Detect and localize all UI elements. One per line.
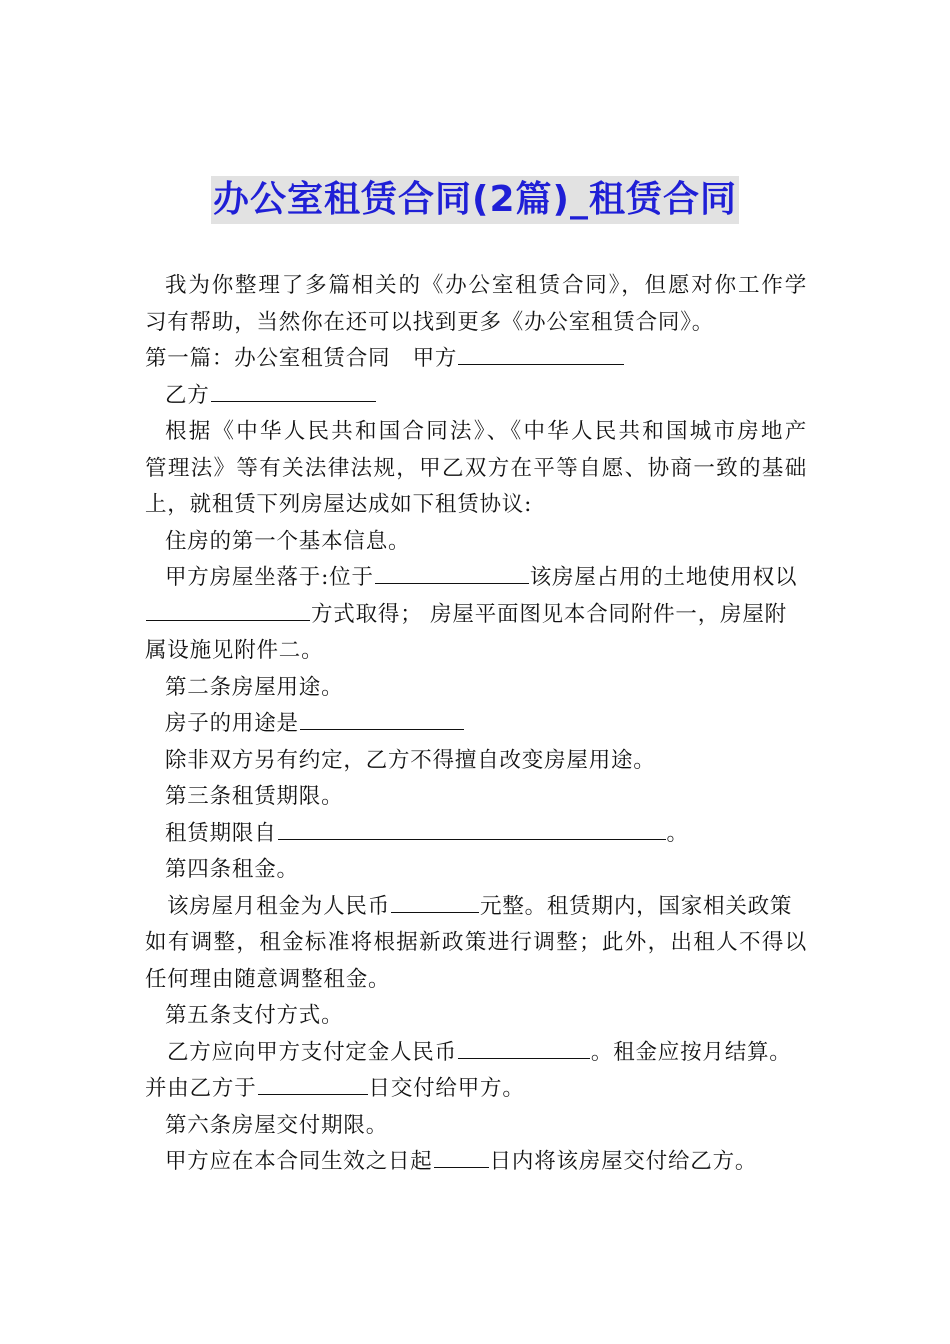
paragraph-line: 任何理由随意调整租金。 [145, 966, 391, 992]
paragraph-line: 住房的第一个基本信息。 [165, 528, 411, 554]
fill-blank [375, 561, 529, 584]
paragraph-line: 上，就租赁下列房屋达成如下租赁协议: [145, 492, 533, 517]
paragraph-line: 属设施见附件二。 [145, 638, 324, 663]
paragraph-line: 第三条租赁期限。 [165, 784, 344, 809]
paragraph-line: 乙方 [145, 378, 807, 415]
paragraph-line: 第六条房屋交付期限。 [165, 1112, 389, 1138]
paragraph-line: 并由乙方于 日交付给甲方。 [145, 1071, 807, 1108]
fill-blank [391, 890, 479, 913]
paragraph-line: 根据《中华人民共和国合同法》、《中华人民共和国城市房地产 [165, 419, 807, 444]
paragraph-line: 甲方应在本合同生效之日起 日内将该房屋交付给乙方。 [145, 1144, 807, 1181]
document-body [145, 268, 807, 1181]
fill-blank [458, 1036, 590, 1059]
paragraph-line: 房子的用途是 [145, 706, 807, 743]
fill-blank [434, 1145, 489, 1168]
title-wrap [0, 176, 950, 224]
paragraph-line: 方式取得； 房屋平面图见本合同附件一，房屋附 [145, 597, 807, 634]
fill-blank [258, 1072, 368, 1095]
paragraph-line: 第五条支付方式。 [165, 1003, 344, 1028]
fill-blank [146, 598, 310, 621]
paragraph-line: 管理法》等有关法律法规，甲乙双方在平等自愿、协商一致的基础 [145, 455, 807, 481]
paragraph-line: 除非双方另有约定，乙方不得擅自改变房屋用途。 [165, 747, 656, 773]
paragraph-line: 第一篇：办公室租赁合同 甲方 [145, 341, 807, 378]
paragraph-line: 习有帮助，当然你在还可以找到更多《办公室租赁合同》。 [145, 309, 715, 335]
fill-blank [458, 342, 624, 365]
paragraph-line: 如有调整，租金标准将根据新政策进行调整；此外，出租人不得以 [145, 930, 807, 955]
fill-blank [278, 817, 666, 840]
paragraph-line: 第四条租金。 [165, 857, 299, 882]
paragraph-line: 第二条房屋用途。 [165, 674, 344, 700]
paragraph-line: 该房屋月租金为人民币 元整。租赁期内，国家相关政策 [145, 889, 807, 926]
paragraph-line: 甲方房屋坐落于:位于 该房屋占用的土地使用权以 [145, 560, 807, 597]
paragraph-line: 我为你整理了多篇相关的《办公室租赁合同》，但愿对你工作学 [165, 273, 807, 298]
paragraph-line: 租赁期限自 。 [145, 816, 807, 853]
paragraph-line: 乙方应向甲方支付定金人民币 。租金应按月结算。 [145, 1035, 807, 1072]
fill-blank [300, 707, 464, 730]
fill-blank [211, 379, 376, 402]
document-title: 办公室租赁合同(2篇)_租赁合同 [211, 176, 739, 224]
